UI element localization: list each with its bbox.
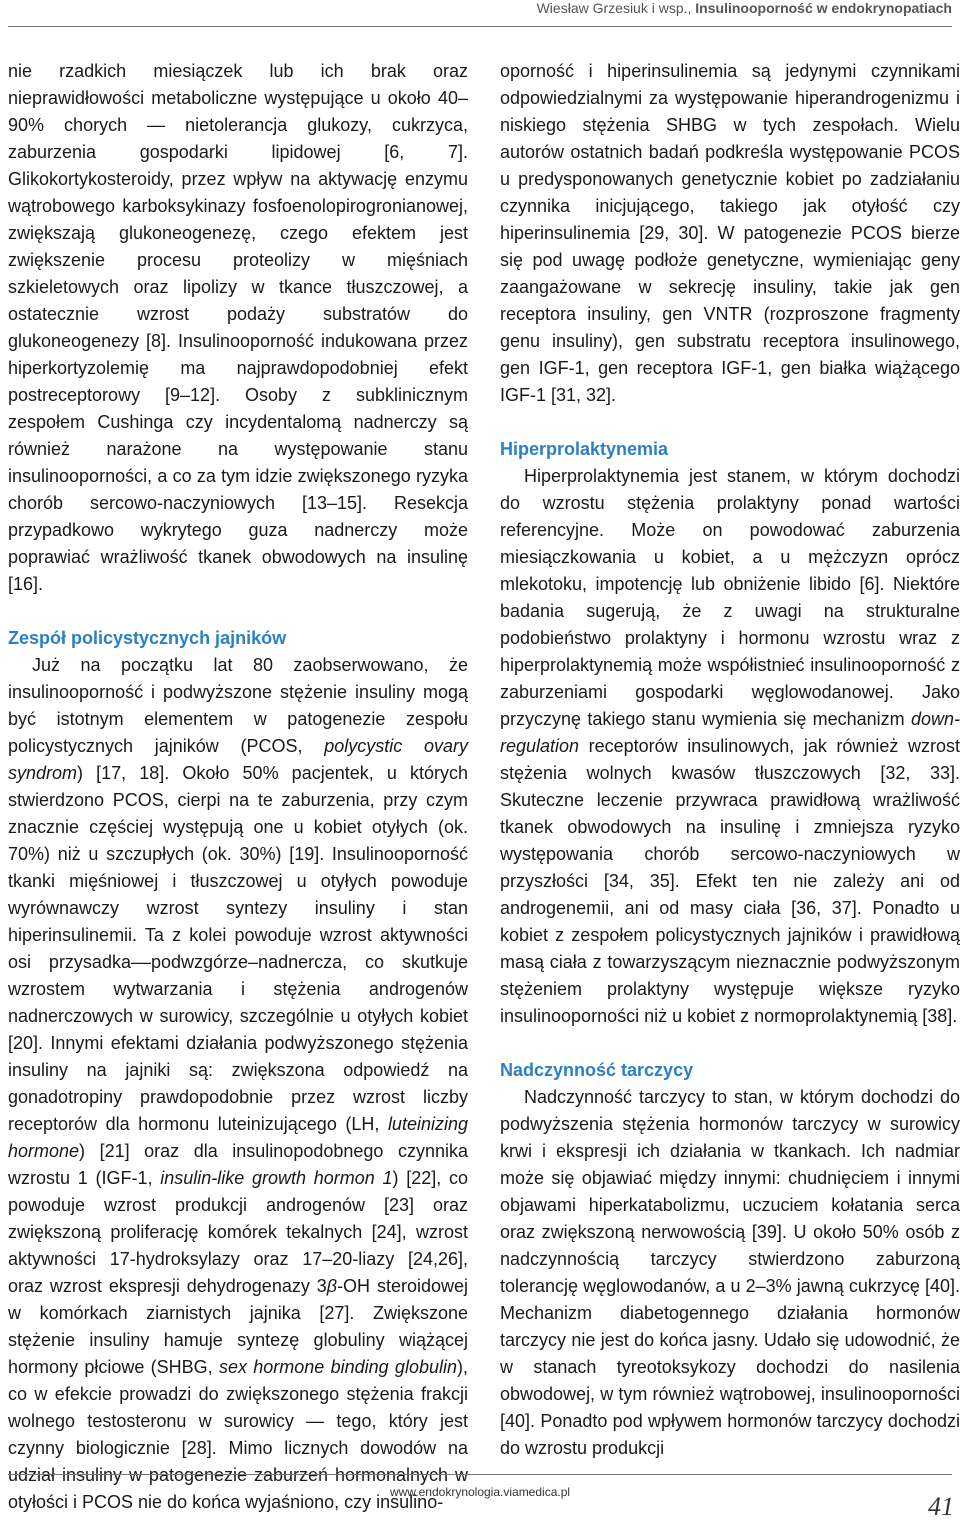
right-column [500,58,960,1462]
left-paragraph-1: nie rzadkich miesiączek lub ich brak oraz nieprawidłowości metaboliczne występujące u około 40–90% chorych — nietolerancja glukozy, cukrzyca, zaburzenia gospodarki lipidowej [6, 7]. Glikokortykosteroidy, przez wpływ na aktywację enzymu wątrobowego karboksykinazy fosfoenolopirogronianowej, zwiększają glukoneogenezę, czego efektem jest zwiększenie procesu proteolizy w mięśniach szkieletowych oraz lipolizy w tkance tłuszczowej, a ostatecznie wzrost podaży substratów do glukoneogenezy [8]. Insulinooporność indukowana przez hiperkortyzolemię ma najprawdopodobniej efekt postreceptorowy [9–12]. Osoby z subklinicznym zespołem Cushinga czy incydentalomą nadnerczy są również narażone na występowanie stanu insulinooporności, a co za tym idzie zwiększonego ryzyka chorób sercowo-naczyniowych [13–15]. Resekcja przypadkowo wykrytego guza nadnerczy może poprawiać wrażliwość tkanek obwodowych na insulinę [16]. [8,61,468,594]
left-paragraph-2: Już na początku lat 80 zaobserwowano, że insulinooporność i podwyższone stężenie insuliny mogą być istotnym elementem w patogenezie zespołu policystycznych jajników (PCOS, polycystic ovary syndrom) [17, 18]. Około 50% pacjentek, u których stwierdzono PCOS, cierpi na te zaburzenia, przy czym znacznie częściej występują one u kobiet otyłych (ok. 70%) niż u szczupłych (ok. 30%) [19]. Insulinooporność tkanki mięśniowej i tłuszczowej u otyłych powoduje wyrównawczy wzrost syntezy insuliny i stan hiperinsulinemii. Ta z kolei powoduje wzrost aktywności osi przysadka––podwzgórze–nadnercza, co skutkuje wzrostem wytwarzania i stężenia androgenów nadnerczowych w surowicy, szczególnie u otyłych kobiet [20]. Innymi efektami działania podwyższonego stężenia insuliny na jajniki są: zwiększona odpowiedź na gonadotropiny prawdopodobnie przez wzrost liczby receptorów dla hormonu luteinizującego (LH, luteinizing hormone) [21] oraz dla insulinopodobnego czynnika wzrostu 1 (IGF-1, insulin-like growth hormon 1) [22], co powoduje wzrost produkcji androgenów [23] oraz zwiększoną proliferację komórek tekalnych [24], wzrost aktywności 17-hydroksylazy oraz 17–20-liazy [24,26], oraz wzrost ekspresji dehydrogenazy 3β-OH steroidowej w komórkach ziarnistych jajnika [27]. Zwiększone stężenie insuliny hamuje syntezę globuliny wiążącej hormony płciowe (SHBG, sex hormone binding globulin), co w efekcie prowadzi do zwiększonego stężenia frakcji wolnego testosteronu w surowicy — tego, który jest czynny biologicznie [28]. Mimo licznych dowodów na udział insuliny w patogenezie zaburzeń hormonalnych w otyłości i PCOS nie do końca wyjaśniono, czy insulino- [8,655,469,1512]
right-paragraph-1: oporność i hiperinsulinemia są jedynymi czynnikami odpowiedzialnymi za występowanie hiperandrogenizmu i niskiego stężenia SHBG w tych zespołach. Wielu autorów ostatnich badań podkreśla występowanie PCOS u predysponowanych genetycznie kobiet po zadziałaniu czynnika inicjującego, takiego jak otyłość czy hiperinsulinemia [29, 30]. W patogenezie PCOS bierze się pod uwagę podłoże genetyczne, wymieniając geny zaangażowane w sekrecję insuliny, takie jak gen receptora insuliny, gen VNTR (rozproszone fragmenty genu insuliny), gen substratu receptora insulinowego, gen IGF-1, gen receptora IGF-1, gen białka wiążącego IGF-1 [31, 32]. [500,61,960,405]
running-head [537,0,952,16]
heading-pcos: Zespół policystycznych jajników [8,628,287,648]
footer-divider [8,1474,952,1475]
running-head-authors: Wiesław Grzesiuk i wsp., [536,0,692,16]
left-column [8,58,468,1516]
heading-hyperprolactinemia: Hiperprolaktynemia [500,439,669,459]
footer-url: www.endokrynologia.viamedica.pl [389,1485,571,1499]
right-paragraph-3: Nadczynność tarczycy to stan, w którym dochodzi do podwyższenia stężenia hormonów tarczycy w surowicy krwi i ekspresji ich działania w tkankach. Ich nadmiar może się objawiać między innymi: chudnięciem i innymi objawami hiperkatabolizmu, uczuciem kołatania serca oraz zwiększoną nerwowością [39]. U około 50% osób z nadczynnością tarczycy stwierdzono zaburzoną tolerancję węglowodanów, a u 2–3% jawną cukrzycę [40]. Mechanizm diabetogennego działania hormonów tarczycy nie jest do końca jasny. Udało się udowodnić, że w stanach tyreotoksykozy dochodzi do nasilenia obwodowej, w tym również wątrobowej, insulinooporności [40]. Ponadto pod wpływem hormonów tarczycy dochodzi do wzrostu produkcji [500,1087,960,1458]
heading-hyperthyroidism: Nadczynność tarczycy [500,1060,694,1080]
right-paragraph-2: Hiperprolaktynemia jest stanem, w którym dochodzi do wzrostu stężenia prolaktyny ponad wartości referencyjne. Może on powodować zaburzenia miesiączkowania u kobiet, a u mężczyzn oprócz mlekotoku, impotencję lub obniżenie libido [6]. Niektóre badania sugerują, że z uwagi na strukturalne podobieństwo prolaktyny i hormonu wzrostu wraz z hiperprolaktynemią może współistnieć insulinooporność z zaburzeniami gospodarki węglowodanowej. Jako przyczynę takiego stanu wymienia się mechanizm down-regulation receptorów insulinowych, jak również wzrost stężenia wolnych kwasów tłuszczowych [32, 33]. Skuteczne leczenie przywraca prawidłową wrażliwość tkanek obwodowych na insulinę i zmniejsza ryzyko występowania chorób sercowo-naczyniowych w przyszłości [34, 35]. Efekt ten nie zależy ani od androgenemii, ani od masy ciała [36, 37]. Ponadto u kobiet z zespołem policystycznych jajników i prawidłową masą ciała z towarzyszącym nieznacznie podwyższonym stężeniem prolaktyny występuje większe ryzyko insulinooporności niż u kobiet z normoprolaktynemią [38]. [500,466,960,1026]
running-head-title: Insulinooporność w endokrynopatiach [695,0,952,16]
header-divider [8,26,952,27]
page-number: 41 [928,1492,954,1521]
